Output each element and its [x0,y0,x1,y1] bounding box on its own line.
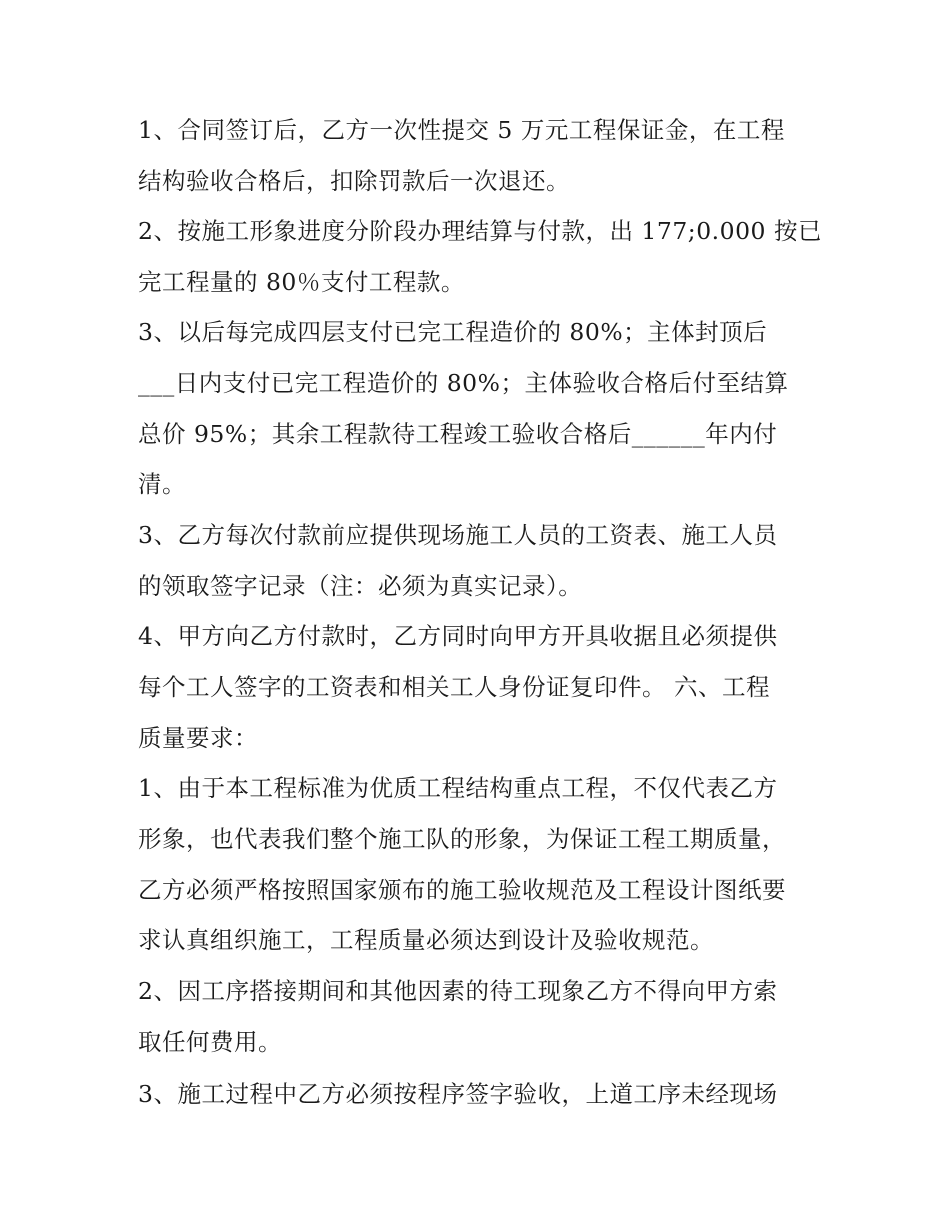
text-line: 4、甲方向乙方付款时，乙方同时向甲方开具收据且必须提供 [138,622,778,650]
text-line: 3、施工过程中乙方必须按程序签字验收，上道工序未经现场 [138,1080,778,1108]
text-line: 2、因工序搭接期间和其他因素的待工现象乙方不得向甲方索 [138,977,778,1005]
text-line: 的领取签字记录（注：必须为真实记录）。 [138,572,583,600]
text-line: 3、以后每完成四层支付已完工程造价的 80%；主体封顶后 [138,318,768,346]
text-line: 2、按施工形象进度分阶段办理结算与付款，出 177;0.000 按已 [138,217,822,245]
text-line: 总价 95%；其余工程款待工程竣工验收合格后______年内付 [138,420,778,448]
text-line: ___日内支付已完工程造价的 80%；主体验收合格后付至结算 [138,369,789,397]
text-line: 乙方必须严格按照国家颁布的施工验收规范及工程设计图纸要 [138,876,786,904]
text-line: 取任何费用。 [138,1028,282,1056]
text-line: 每个工人签字的工资表和相关工人身份证复印件。 六、工程 [138,673,770,701]
text-line: 清。 [138,470,186,498]
text-line: 1、合同签订后，乙方一次性提交 5 万元工程保证金，在工程 [138,116,785,144]
text-line: 3、乙方每次付款前应提供现场施工人员的工资表、施工人员 [138,521,778,549]
text-line: 形象，也代表我们整个施工队的形象，为保证工程工期质量， [138,825,786,853]
text-line: 质量要求： [138,724,258,752]
text-line: 求认真组织施工，工程质量必须达到设计及验收规范。 [138,926,714,954]
text-line: 1、由于本工程标准为优质工程结构重点工程，不仅代表乙方 [138,774,778,802]
text-line: 完工程量的 80％支付工程款。 [138,268,465,296]
text-line: 结构验收合格后，扣除罚款后一次退还。 [138,167,570,195]
